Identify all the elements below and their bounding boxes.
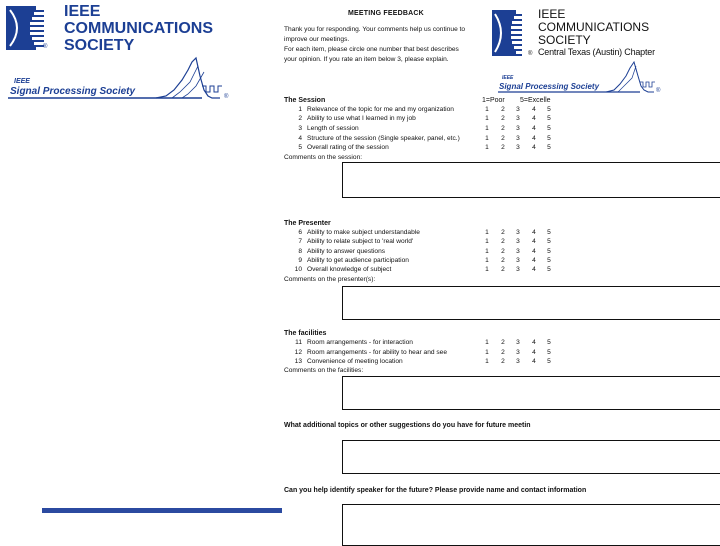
rating-option-2[interactable]: 2 xyxy=(501,125,505,132)
item-number: 11 xyxy=(295,339,302,346)
item-text: Room arrangements - for interaction xyxy=(307,339,413,346)
rating-option-3[interactable]: 3 xyxy=(516,358,520,365)
item-number: 2 xyxy=(298,115,302,122)
rating-option-5[interactable]: 5 xyxy=(547,339,551,346)
item-text: Structure of the session (Single speaker, panel, etc.) xyxy=(307,135,460,142)
item-number: 8 xyxy=(298,248,302,255)
rating-option-3[interactable]: 3 xyxy=(516,125,520,132)
rating-option-2[interactable]: 2 xyxy=(501,266,505,273)
decorative-blue-bar xyxy=(42,508,282,513)
sps-right-line1: IEEE xyxy=(502,75,514,81)
comsoc-registered-mark: ® xyxy=(43,44,48,50)
rating-option-4[interactable]: 4 xyxy=(532,106,536,113)
rating-option-1[interactable]: 1 xyxy=(485,248,489,255)
item-number: 9 xyxy=(298,257,302,264)
rating-option-1[interactable]: 1 xyxy=(485,229,489,236)
question-topics: What additional topics or other suggestions do you have for future meetin xyxy=(284,422,531,429)
section-heading-facilities: The facilities xyxy=(284,330,327,337)
rating-option-2[interactable]: 2 xyxy=(501,115,505,122)
sps-logo-line2: Signal Processing Society xyxy=(10,86,136,97)
rating-option-1[interactable]: 1 xyxy=(485,115,489,122)
rating-option-1[interactable]: 1 xyxy=(485,257,489,264)
rating-option-2[interactable]: 2 xyxy=(501,339,505,346)
rating-option-5[interactable]: 5 xyxy=(547,144,551,151)
facilities-comment-box[interactable] xyxy=(342,376,720,410)
rating-option-3[interactable]: 3 xyxy=(516,266,520,273)
rating-option-2[interactable]: 2 xyxy=(501,358,505,365)
question-speaker: Can you help identify speaker for the future? Please provide name and contact information xyxy=(284,487,587,494)
comsoc-logo-line1: IEEE xyxy=(64,4,101,20)
rating-option-1[interactable]: 1 xyxy=(485,266,489,273)
rating-option-1[interactable]: 1 xyxy=(485,144,489,151)
rating-option-4[interactable]: 4 xyxy=(532,125,536,132)
rating-option-1[interactable]: 1 xyxy=(485,349,489,356)
rating-option-2[interactable]: 2 xyxy=(501,248,505,255)
sps-registered-mark: ® xyxy=(224,94,229,100)
rating-option-1[interactable]: 1 xyxy=(485,106,489,113)
comsoc-logo-line3: SOCIETY xyxy=(64,37,135,54)
rating-option-2[interactable]: 2 xyxy=(501,238,505,245)
rating-option-4[interactable]: 4 xyxy=(532,135,536,142)
item-number: 10 xyxy=(294,266,302,273)
item-text: Ability to make subject understandable xyxy=(307,229,420,236)
section-heading-session: The Session xyxy=(284,97,326,104)
rating-option-5[interactable]: 5 xyxy=(547,349,551,356)
rating-option-2[interactable]: 2 xyxy=(501,229,505,236)
rating-option-5[interactable]: 5 xyxy=(547,248,551,255)
intro-line: Thank you for responding. Your comments help us continue to xyxy=(284,26,466,33)
rating-option-4[interactable]: 4 xyxy=(532,257,536,264)
form-title: MEETING FEEDBACK xyxy=(348,10,424,17)
rating-option-3[interactable]: 3 xyxy=(516,106,520,113)
comsoc-right-line1: IEEE xyxy=(538,8,566,21)
comsoc-right-registered-mark: ® xyxy=(528,51,533,57)
rating-option-4[interactable]: 4 xyxy=(532,349,536,356)
comment-label-facilities: Comments on the facilities: xyxy=(284,367,364,374)
intro-line: improve our meetings. xyxy=(284,36,350,43)
intro-line: For each item, please circle one number that best describes xyxy=(284,46,459,53)
item-number: 3 xyxy=(298,125,302,132)
rating-option-4[interactable]: 4 xyxy=(532,238,536,245)
rating-option-3[interactable]: 3 xyxy=(516,248,520,255)
item-number: 1 xyxy=(298,106,302,113)
rating-option-2[interactable]: 2 xyxy=(501,257,505,264)
item-text: Overall rating of the session xyxy=(307,144,389,151)
rating-option-5[interactable]: 5 xyxy=(547,229,551,236)
item-text: Ability to use what I learned in my job xyxy=(307,115,416,122)
feedback-form xyxy=(282,0,720,540)
comsoc-right-line4: Central Texas (Austin) Chapter xyxy=(538,47,655,57)
item-text: Relevance of the topic for me and my organization xyxy=(307,106,454,113)
rating-option-5[interactable]: 5 xyxy=(547,266,551,273)
item-text: Ability to answer questions xyxy=(307,248,386,255)
rating-option-5[interactable]: 5 xyxy=(547,106,551,113)
rating-option-2[interactable]: 2 xyxy=(501,144,505,151)
rating-option-3[interactable]: 3 xyxy=(516,229,520,236)
sps-logo-left xyxy=(6,56,242,106)
comsoc-right-line2: COMMUNICATIONS xyxy=(538,20,650,34)
rating-option-4[interactable]: 4 xyxy=(532,339,536,346)
rating-option-3[interactable]: 3 xyxy=(516,135,520,142)
sps-waveform-icon xyxy=(6,56,242,106)
rating-option-2[interactable]: 2 xyxy=(501,135,505,142)
comment-label-session: Comments on the session: xyxy=(284,154,363,161)
section-heading-presenter: The Presenter xyxy=(284,220,331,227)
sps-right-line2: Signal Processing Society xyxy=(499,82,600,91)
item-number: 6 xyxy=(298,229,302,236)
scale-poor-label: 1=Poor xyxy=(482,97,505,104)
rating-option-5[interactable]: 5 xyxy=(547,238,551,245)
comsoc-logo-line2: COMMUNICATIONS xyxy=(64,20,214,37)
rating-option-5[interactable]: 5 xyxy=(547,257,551,264)
rating-option-2[interactable]: 2 xyxy=(501,106,505,113)
rating-option-4[interactable]: 4 xyxy=(532,358,536,365)
comsoc-right-line3: SOCIETY xyxy=(538,33,591,47)
item-text: Room arrangements - for ability to hear and see xyxy=(307,349,448,356)
rating-option-4[interactable]: 4 xyxy=(532,229,536,236)
rating-option-4[interactable]: 4 xyxy=(532,248,536,255)
session-comment-box[interactable] xyxy=(342,162,720,198)
rating-option-3[interactable]: 3 xyxy=(516,339,520,346)
topics-answer-box[interactable] xyxy=(342,440,720,474)
rating-option-3[interactable]: 3 xyxy=(516,238,520,245)
item-number: 13 xyxy=(294,358,302,365)
rating-option-4[interactable]: 4 xyxy=(532,266,536,273)
rating-option-1[interactable]: 1 xyxy=(485,358,489,365)
item-number: 5 xyxy=(298,144,302,151)
rating-option-1[interactable]: 1 xyxy=(485,339,489,346)
item-text: Overall knowledge of subject xyxy=(307,266,392,273)
comment-label-presenter: Comments on the presenter(s): xyxy=(284,276,376,283)
form-intro xyxy=(284,25,490,65)
intro-line: your opinion. If you rate an item below 3, please explain. xyxy=(284,56,449,63)
rating-option-1[interactable]: 1 xyxy=(485,125,489,132)
rating-option-4[interactable]: 4 xyxy=(532,144,536,151)
item-number: 12 xyxy=(294,349,302,356)
rating-option-3[interactable]: 3 xyxy=(516,349,520,356)
rating-option-5[interactable]: 5 xyxy=(547,358,551,365)
rating-option-3[interactable]: 3 xyxy=(516,144,520,151)
item-text: Ability to relate subject to 'real world' xyxy=(307,238,414,245)
item-number: 7 xyxy=(298,238,302,245)
rating-option-3[interactable]: 3 xyxy=(516,257,520,264)
item-text: Ability to get audience participation xyxy=(307,257,409,264)
rating-option-1[interactable]: 1 xyxy=(485,135,489,142)
rating-option-4[interactable]: 4 xyxy=(532,115,536,122)
rating-option-5[interactable]: 5 xyxy=(547,135,551,142)
item-text: Length of session xyxy=(307,125,359,132)
scale-excellent-label: 5=Excelle xyxy=(520,97,551,104)
rating-option-1[interactable]: 1 xyxy=(485,238,489,245)
comsoc-logo-left xyxy=(6,4,236,54)
presenter-comment-box[interactable] xyxy=(342,286,720,320)
rating-option-2[interactable]: 2 xyxy=(501,349,505,356)
rating-option-5[interactable]: 5 xyxy=(547,125,551,132)
sps-right-registered-mark: ® xyxy=(656,88,661,94)
sps-logo-line1: IEEE xyxy=(14,78,30,85)
item-text: Convenience of meeting location xyxy=(307,358,403,365)
item-number: 4 xyxy=(298,135,302,142)
rating-option-3[interactable]: 3 xyxy=(516,115,520,122)
rating-option-5[interactable]: 5 xyxy=(547,115,551,122)
